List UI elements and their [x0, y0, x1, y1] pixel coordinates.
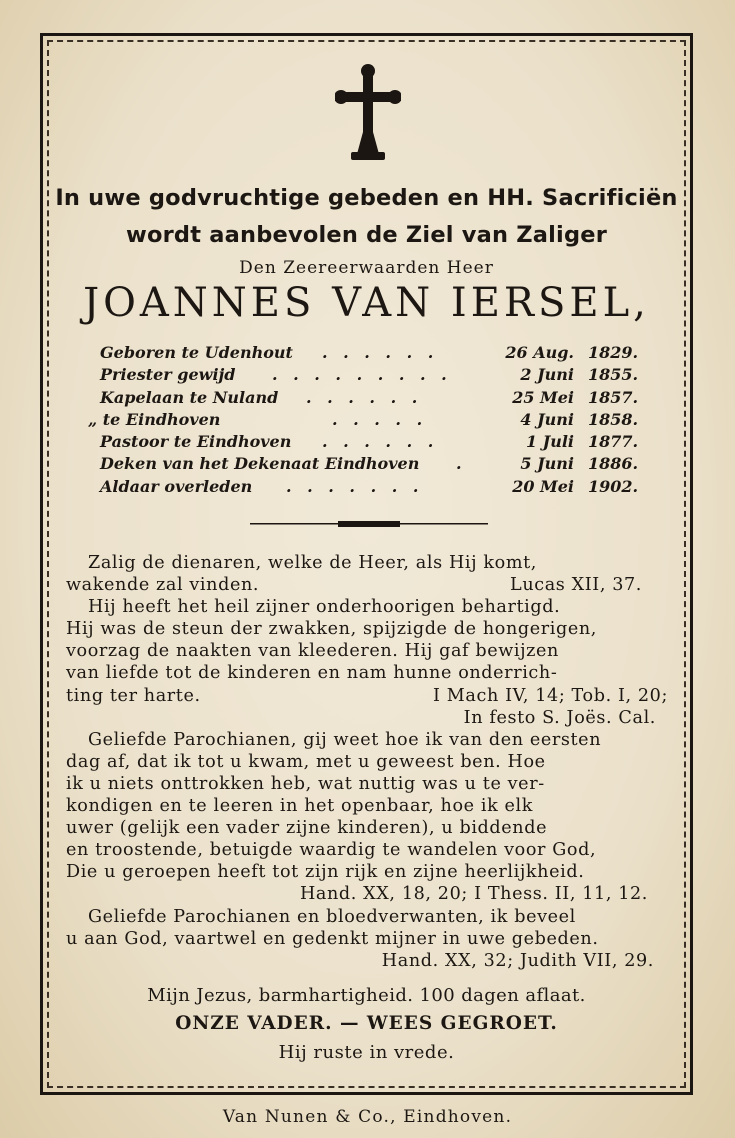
reference: Hand. XX, 18, 20; I Thess. II, 11, 12. [299, 884, 648, 905]
text-line [66, 707, 676, 729]
heading-line-2: wordt aanbevolen de Ziel van Zaliger [125, 222, 608, 248]
career-row [100, 432, 645, 454]
text-line-content: dag af, dat ik tot u kwam, met u geweest ben. Hoe [66, 751, 546, 772]
career-row [100, 454, 645, 476]
text-line-content: ting ter harte. [66, 685, 201, 706]
text-line-content: Zalig de dienaren, welke de Heer, als Hij komt, [88, 553, 537, 573]
career-row [88, 409, 645, 432]
career-date: 2 Juni [520, 365, 574, 385]
reference: In festo S. Joës. Cal. [463, 707, 656, 728]
leader-dots: . . . . . [332, 409, 428, 429]
honorific-title: Den Zeereerwaarden Heer [239, 258, 494, 278]
text-line [66, 618, 676, 640]
rest-in-peace-line: Hij ruste in vrede. [278, 1042, 455, 1063]
career-event: Kapelaan te Nuland [100, 387, 279, 407]
text-line [66, 950, 676, 972]
text-line [66, 773, 676, 795]
text-line-content: Die u geroepen heeft tot zijn rijk en zijne heerlijkheid. [66, 862, 585, 883]
text-line [66, 906, 676, 928]
printer-imprint: Van Nunen & Co., Eindhoven. [222, 1107, 513, 1127]
text-line-content: en troostende, betuigde waardig te wandelen voor God, [66, 840, 597, 861]
text-line [66, 883, 676, 905]
career-event: Geboren te Udenhout [100, 343, 293, 362]
career-date: 5 Juni [520, 454, 574, 474]
text-line-content: kondigen en te leeren in het openbaar, hoe ik elk [66, 796, 534, 817]
text-line-content: Geliefde Parochianen, gij weet hoe ik van den eersten [88, 729, 602, 750]
deceased-name: JOANNES VAN IERSEL, [83, 280, 650, 326]
text-line [66, 596, 676, 618]
career-row [100, 343, 645, 365]
text-line [66, 861, 676, 883]
career-event: „ te Eindhoven [88, 409, 221, 429]
career-event: Aldaar overleden [100, 476, 253, 496]
career-date: 4 Juni [520, 409, 574, 429]
career-year: 1886. [588, 454, 639, 474]
career-date: 1 Juli [525, 432, 574, 452]
leader-dots: . . . . . . [322, 432, 439, 452]
text-line [66, 795, 676, 817]
career-date: 20 Mei [512, 476, 574, 496]
text-line [66, 685, 676, 707]
text-line-content: van liefde tot de kinderen en nam hunne onderrich- [66, 663, 558, 684]
text-line-content: wakende zal vinden. [66, 575, 260, 596]
leader-dots: . . . . . . [322, 343, 439, 362]
heading-line-1: In uwe godvruchtige gebeden en HH. Sacrificiën [55, 185, 678, 211]
leader-dots: . [456, 454, 467, 474]
text-line [66, 817, 676, 839]
text-line [66, 662, 676, 684]
career-date: 25 Mei [512, 387, 574, 407]
indulgence-line: Mijn Jezus, barmhartigheid. 100 dagen aflaat. [147, 985, 586, 1006]
career-year: 1902. [588, 476, 639, 496]
career-event: Priester gewijd [100, 365, 236, 385]
reference: Lucas XII, 37. [510, 575, 642, 596]
ornamental-divider [250, 519, 488, 529]
scripture-text [66, 552, 676, 972]
leader-dots: . . . . . . . . . [272, 365, 452, 385]
text-line [66, 751, 676, 773]
cross-icon [335, 62, 401, 166]
text-line [66, 839, 676, 861]
text-line [66, 729, 676, 751]
career-date: 26 Aug. [505, 343, 574, 362]
career-row [100, 477, 645, 499]
text-line-content: u aan God, vaartwel en gedenkt mijner in uwe gebeden. [66, 928, 599, 949]
career-list [88, 343, 645, 499]
text-line-content: uwer (gelijk een vader zijne kinderen), u biddende [66, 818, 548, 839]
career-year: 1855. [588, 365, 639, 385]
career-year: 1858. [588, 409, 639, 429]
career-row [100, 388, 645, 410]
text-line [66, 928, 676, 950]
career-event: Deken van het Dekenaat Eindhoven [100, 454, 420, 474]
text-line [66, 574, 676, 596]
career-year: 1829. [588, 343, 639, 362]
text-line-content: Geliefde Parochianen en bloedverwanten, ik beveel [88, 906, 576, 927]
text-line-content: Hij was de steun der zwakken, spijzigde de hongerigen, [66, 619, 597, 640]
reference: I Mach IV, 14; Tob. I, 20; [433, 685, 668, 706]
text-line [66, 552, 676, 574]
reference: Hand. XX, 32; Judith VII, 29. [381, 950, 654, 971]
text-line-content: ik u niets onttrokken heb, wat nuttig was u te ver- [66, 773, 545, 794]
text-line-content: voorzag de naakten van kleederen. Hij gaf bewijzen [66, 641, 559, 662]
career-row [100, 365, 645, 387]
text-line-content: Hij heeft het heil zijner onderhoorigen behartigd. [88, 597, 561, 618]
career-year: 1877. [588, 432, 639, 452]
leader-dots: . . . . . . [306, 387, 423, 407]
leader-dots: . . . . . . . [286, 476, 424, 496]
text-line [66, 640, 676, 662]
career-year: 1857. [588, 387, 639, 407]
career-event: Pastoor te Eindhoven [100, 432, 292, 452]
prayers-line: ONZE VADER. — WEES GEGROET. [175, 1013, 558, 1034]
